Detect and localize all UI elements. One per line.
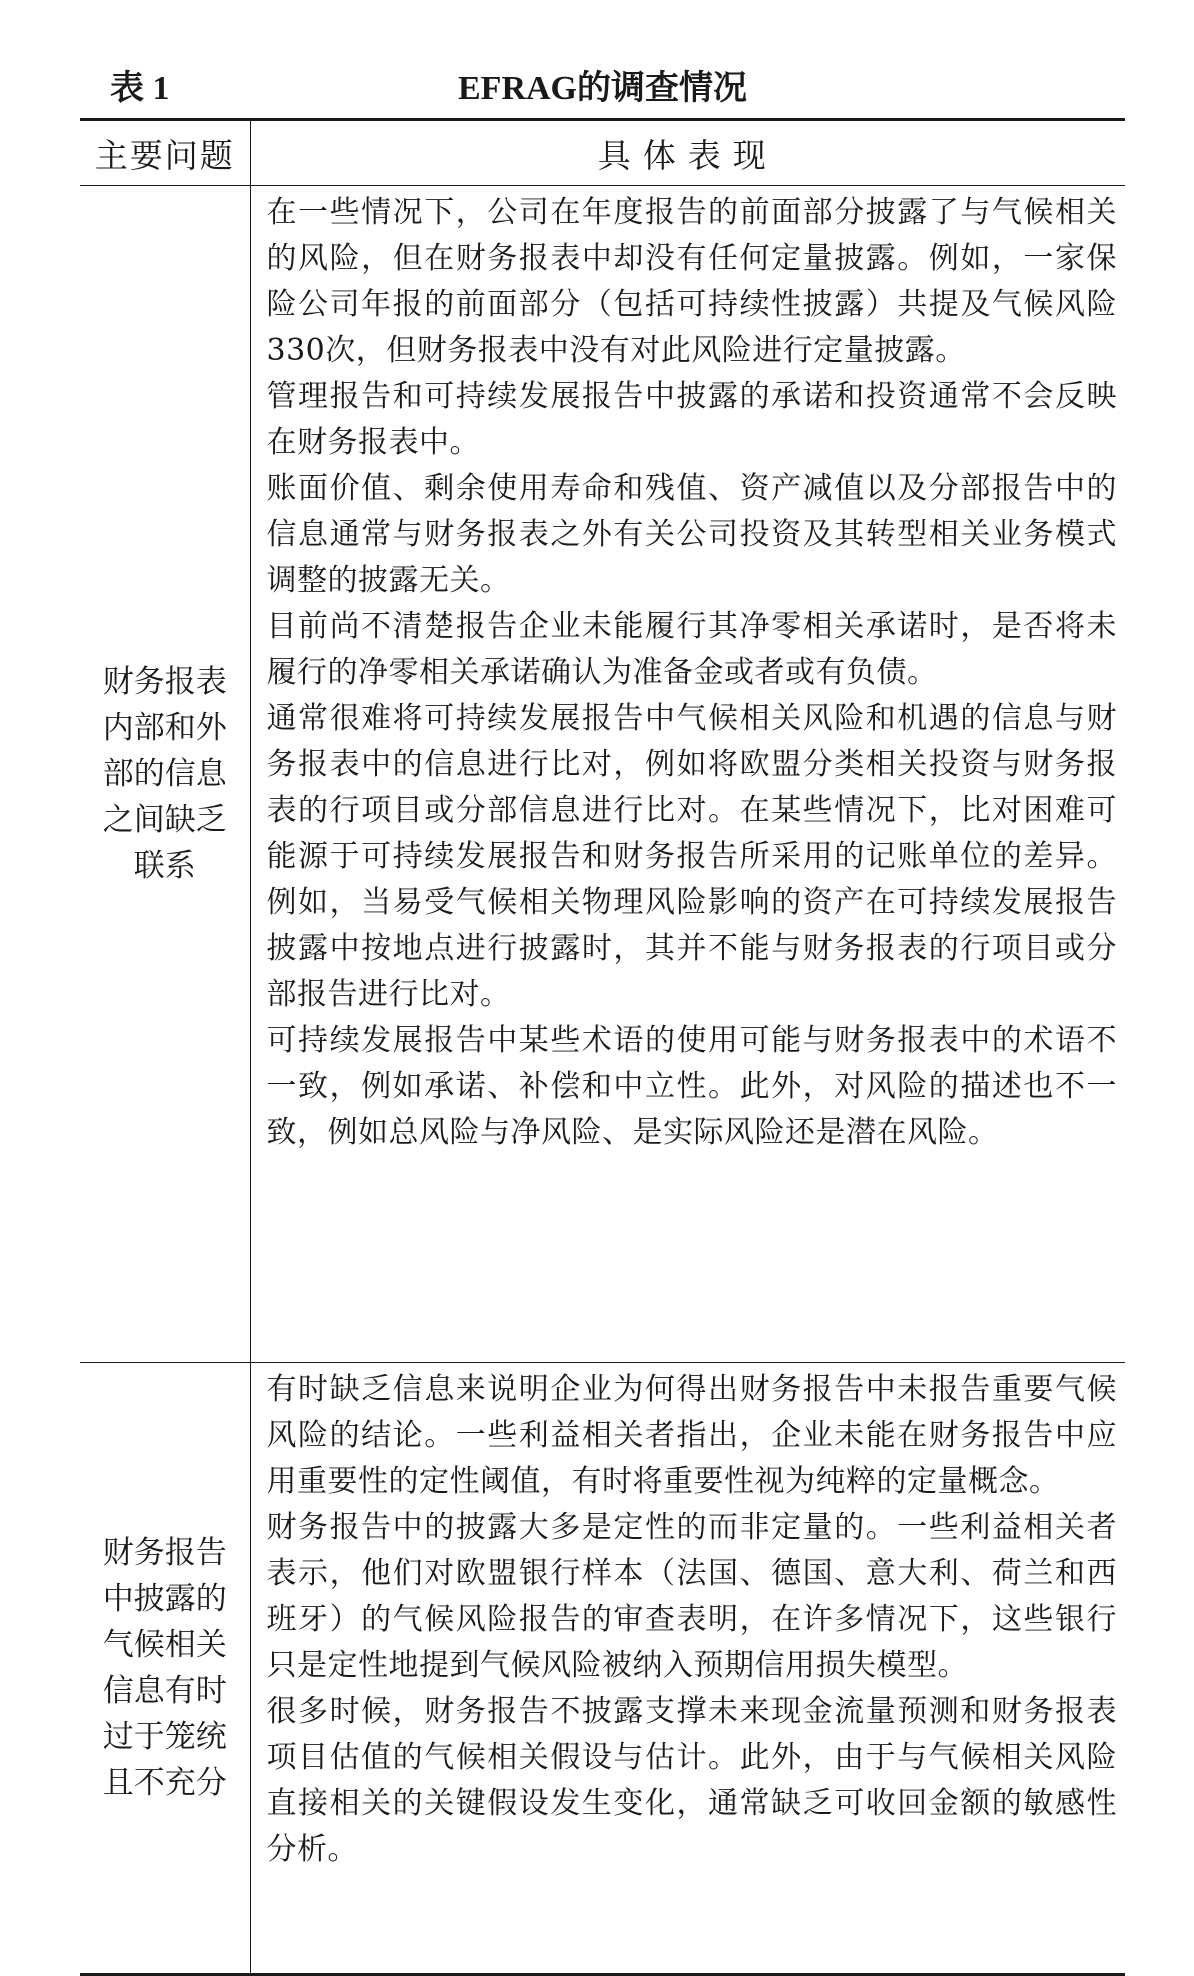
table-header-row (80, 120, 1125, 186)
detail-paragraph: 财务报告中的披露大多是定性的而非定量的。一些利益相关者表示，他们对欧盟银行样本（法国、德国、意大利、荷兰和西班牙）的气候风险报告的审查表明，在许多情况下，这些银行只是定性地提到气候风险被纳入预期信用损失模型。 (266, 1510, 1117, 1683)
detail-paragraph: 账面价值、剩余使用寿命和残值、资产减值以及分部报告中的信息通常与财务报表之外有关公司投资及其转型相关业务模式调整的披露无关。 (266, 471, 1117, 598)
detail-paragraph: 目前尚不清楚报告企业未能履行其净零相关承诺时，是否将未履行的净零相关承诺确认为准备金或者或有负债。 (266, 609, 1117, 690)
issue-cell: 财务报表内部和外部的信息之间缺乏联系 (80, 186, 250, 1363)
column-header-detail: 具体表现 (250, 120, 1125, 186)
detail-paragraph: 通常很难将可持续发展报告中气候相关风险和机遇的信息与财务报表中的信息进行比对，例如将欧盟分类相关投资与财务报表的行项目或分部信息进行比对。在某些情况下，比对困难可能源于可持续发展报告和财务报告所采用的记账单位的差异。例如，当易受气候相关物理风险影响的资产在可持续发展报告披露中按地点进行披露时，其并不能与财务报表的行项目或分部报告进行比对。 (266, 701, 1117, 1012)
detail-paragraph: 在一些情况下，公司在年度报告的前面部分披露了与气候相关的风险，但在财务报表中却没有任何定量披露。例如，一家保险公司年报的前面部分（包括可持续性披露）共提及气候风险330次，但财务报表中没有对此风险进行定量披露。 (266, 195, 1117, 368)
column-header-issue: 主要问题 (80, 120, 250, 186)
survey-table (80, 118, 1125, 1976)
detail-cell (250, 186, 1125, 1363)
detail-paragraph: 很多时候，财务报告不披露支撑未来现金流量预测和财务报表项目估值的气候相关假设与估计。此外，由于与气候相关风险直接相关的关键假设发生变化，通常缺乏可收回金额的敏感性分析。 (266, 1694, 1117, 1867)
detail-paragraph: 可持续发展报告中某些术语的使用可能与财务报表中的术语不一致，例如承诺、补偿和中立性。此外，对风险的描述也不一致，例如总风险与净风险、是实际风险还是潜在风险。 (266, 1023, 1117, 1150)
issue-cell: 财务报告中披露的气候相关信息有时过于笼统且不充分 (80, 1363, 250, 1975)
table-title-row (80, 60, 1125, 110)
table-number: 表 1 (110, 70, 170, 107)
table-row (80, 186, 1125, 1363)
table-title: EFRAG的调查情况 (458, 70, 747, 107)
detail-cell (250, 1363, 1125, 1975)
table-row (80, 1363, 1125, 1975)
detail-paragraph: 管理报告和可持续发展报告中披露的承诺和投资通常不会反映在财务报表中。 (266, 379, 1117, 460)
detail-paragraph: 有时缺乏信息来说明企业为何得出财务报告中未报告重要气候风险的结论。一些利益相关者指出，企业未能在财务报告中应用重要性的定性阈值，有时将重要性视为纯粹的定量概念。 (266, 1372, 1117, 1499)
